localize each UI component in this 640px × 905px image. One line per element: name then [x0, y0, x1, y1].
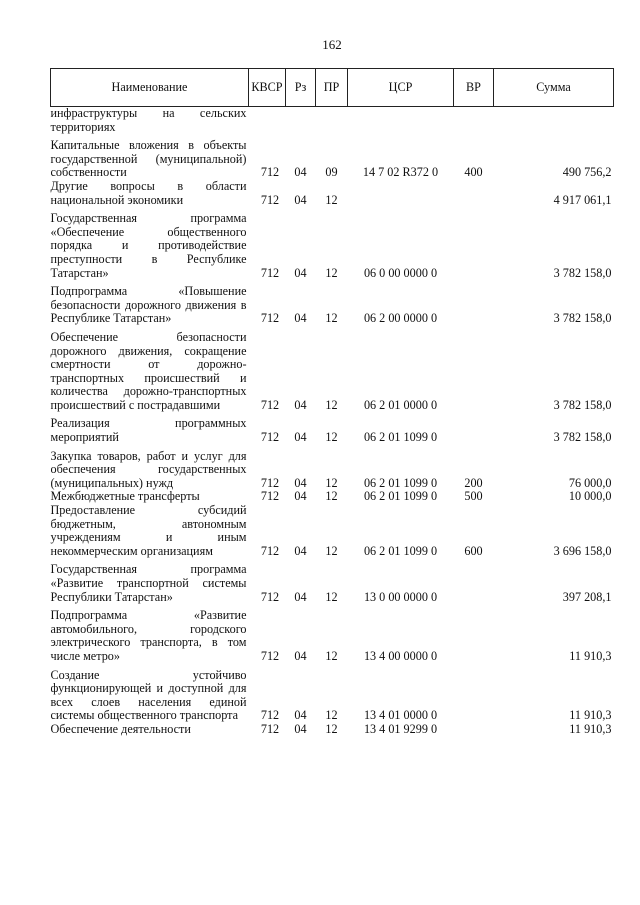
row-vr: 500	[464, 489, 483, 504]
row-sum: 490 756,2	[562, 165, 612, 180]
row-sum: 397 208,1	[562, 589, 612, 604]
table-row	[51, 107, 614, 135]
row-sum: 3 782 158,0	[553, 397, 612, 412]
row-vr	[454, 664, 494, 723]
row-csr: 06 2 00 0000 0	[363, 311, 438, 326]
table-row	[51, 180, 614, 207]
table-row	[51, 604, 614, 663]
table-row	[51, 207, 614, 280]
header-pr: ПР	[316, 69, 348, 107]
row-kvsr	[249, 107, 286, 135]
row-kvsr: 712	[260, 192, 280, 207]
row-rz: 04	[294, 543, 307, 558]
row-kvsr: 712	[260, 397, 280, 412]
row-name: Создание устойчиво функционирующей и доступной для всех слоев населения единой системы общественного транспорта	[50, 667, 247, 723]
table-row	[51, 664, 614, 723]
budget-table	[50, 68, 614, 737]
row-kvsr: 712	[260, 543, 280, 558]
row-pr: 12	[325, 397, 338, 412]
table-header-row	[51, 69, 614, 107]
table-row	[51, 326, 614, 413]
row-sum: 76 000,0	[568, 475, 612, 490]
row-pr: 09	[325, 165, 338, 180]
header-vr: ВР	[454, 69, 494, 107]
row-rz: 04	[294, 165, 307, 180]
row-name: Другие вопросы в области национальной экономики	[50, 178, 247, 207]
row-sum: 3 782 158,0	[553, 430, 612, 445]
header-name: Наименование	[51, 69, 249, 107]
row-sum	[494, 107, 614, 135]
row-rz: 04	[294, 311, 307, 326]
row-csr: 06 2 01 0000 0	[363, 397, 438, 412]
row-rz: 04	[294, 708, 307, 723]
row-name: Реализация программных мероприятий	[50, 416, 247, 445]
table-row	[51, 412, 614, 444]
row-sum: 3 782 158,0	[553, 311, 612, 326]
row-sum: 11 910,3	[569, 708, 612, 723]
row-pr: 12	[325, 265, 338, 280]
row-kvsr: 712	[260, 589, 280, 604]
row-pr: 12	[325, 648, 338, 663]
row-csr: 06 2 01 1099 0	[363, 543, 438, 558]
row-vr: 400	[464, 165, 483, 180]
row-kvsr: 712	[260, 311, 280, 326]
row-csr: 13 4 01 0000 0	[363, 708, 438, 723]
row-sum: 10 000,0	[568, 489, 612, 504]
row-name: инфраструктуры на сельских территориях	[50, 106, 247, 134]
row-vr	[454, 207, 494, 280]
header-kvsr: КВСР	[249, 69, 286, 107]
row-rz: 04	[294, 489, 307, 504]
row-rz: 04	[294, 589, 307, 604]
row-vr: 200	[464, 475, 483, 490]
row-csr: 06 2 01 1099 0	[363, 475, 438, 490]
row-csr: 13 0 00 0000 0	[363, 589, 438, 604]
row-name: Подпрограмма «Повышение безопасности дорожного движения в Республике Татарстан»	[50, 284, 247, 326]
row-pr: 12	[325, 708, 338, 723]
row-pr: 12	[325, 311, 338, 326]
row-rz: 04	[294, 475, 307, 490]
row-vr	[454, 107, 494, 135]
row-vr	[454, 604, 494, 663]
row-name: Межбюджетные трансферты	[50, 489, 200, 504]
table-row	[51, 490, 614, 504]
row-csr: 13 4 01 9299 0	[363, 721, 438, 736]
row-pr: 12	[325, 430, 338, 445]
row-kvsr: 712	[260, 165, 280, 180]
row-name: Обеспечение безопасности дорожного движения, сокращение смертности от дорожно-транспортных происшествий и количества дорожно-транспортных происшествий с пострадавшими	[50, 329, 247, 412]
row-name: Капитальные вложения в объекты государственной (муниципальной) собственности	[50, 138, 247, 180]
row-rz: 04	[294, 430, 307, 445]
row-pr: 12	[325, 543, 338, 558]
row-rz: 04	[294, 397, 307, 412]
row-vr	[454, 412, 494, 444]
row-sum: 3 782 158,0	[553, 265, 612, 280]
row-pr: 12	[325, 192, 338, 207]
table-row	[51, 504, 614, 558]
row-rz: 04	[294, 265, 307, 280]
row-vr	[454, 326, 494, 413]
row-pr: 12	[325, 475, 338, 490]
row-vr	[454, 280, 494, 326]
row-kvsr: 712	[260, 648, 280, 663]
row-kvsr: 712	[260, 489, 280, 504]
row-rz: 04	[294, 192, 307, 207]
row-pr	[316, 107, 348, 135]
header-csr: ЦСР	[348, 69, 454, 107]
row-vr	[454, 723, 494, 737]
table-row	[51, 134, 614, 180]
row-csr: 06 2 01 1099 0	[363, 430, 438, 445]
row-vr	[454, 558, 494, 604]
table-row	[51, 558, 614, 604]
row-name: Обеспечение деятельности	[50, 721, 191, 736]
row-name: Государственная программа «Обеспечение общественного порядка и противодействие преступности в Республике Татарстан»	[50, 211, 247, 280]
row-pr: 12	[325, 721, 338, 736]
row-pr: 12	[325, 489, 338, 504]
row-csr: 06 0 00 0000 0	[363, 265, 438, 280]
header-rz: Рз	[286, 69, 316, 107]
row-name: Государственная программа «Развитие транспортной системы Республики Татарстан»	[50, 562, 247, 604]
row-sum: 3 696 158,0	[553, 543, 612, 558]
row-csr	[348, 180, 454, 207]
table-row	[51, 723, 614, 737]
table-row	[51, 445, 614, 491]
row-sum: 11 910,3	[569, 648, 612, 663]
row-name: Закупка товаров, работ и услуг для обеспечения государственных (муниципальных) нужд	[50, 448, 247, 490]
row-sum: 11 910,3	[569, 721, 612, 736]
row-pr: 12	[325, 589, 338, 604]
row-rz	[286, 107, 316, 135]
row-csr: 14 7 02 R372 0	[362, 165, 439, 180]
row-sum: 4 917 061,1	[553, 192, 612, 207]
row-kvsr: 712	[260, 475, 280, 490]
row-csr: 13 4 00 0000 0	[363, 648, 438, 663]
row-csr	[348, 107, 454, 135]
page-number: 162	[322, 37, 342, 52]
row-name: Подпрограмма «Развитие автомобильного, городского электрического транспорта, в том числе метро»	[50, 608, 247, 663]
row-kvsr: 712	[260, 721, 280, 736]
row-csr: 06 2 01 1099 0	[363, 489, 438, 504]
row-rz: 04	[294, 721, 307, 736]
row-rz: 04	[294, 648, 307, 663]
row-vr: 600	[464, 543, 483, 558]
row-name: Предоставление субсидий бюджетным, автономным учреждениям и иным некоммерческим организациям	[50, 503, 247, 558]
row-kvsr: 712	[260, 708, 280, 723]
row-kvsr: 712	[260, 430, 280, 445]
row-vr	[454, 180, 494, 207]
header-sum: Сумма	[494, 69, 614, 107]
row-kvsr: 712	[260, 265, 280, 280]
table-row	[51, 280, 614, 326]
